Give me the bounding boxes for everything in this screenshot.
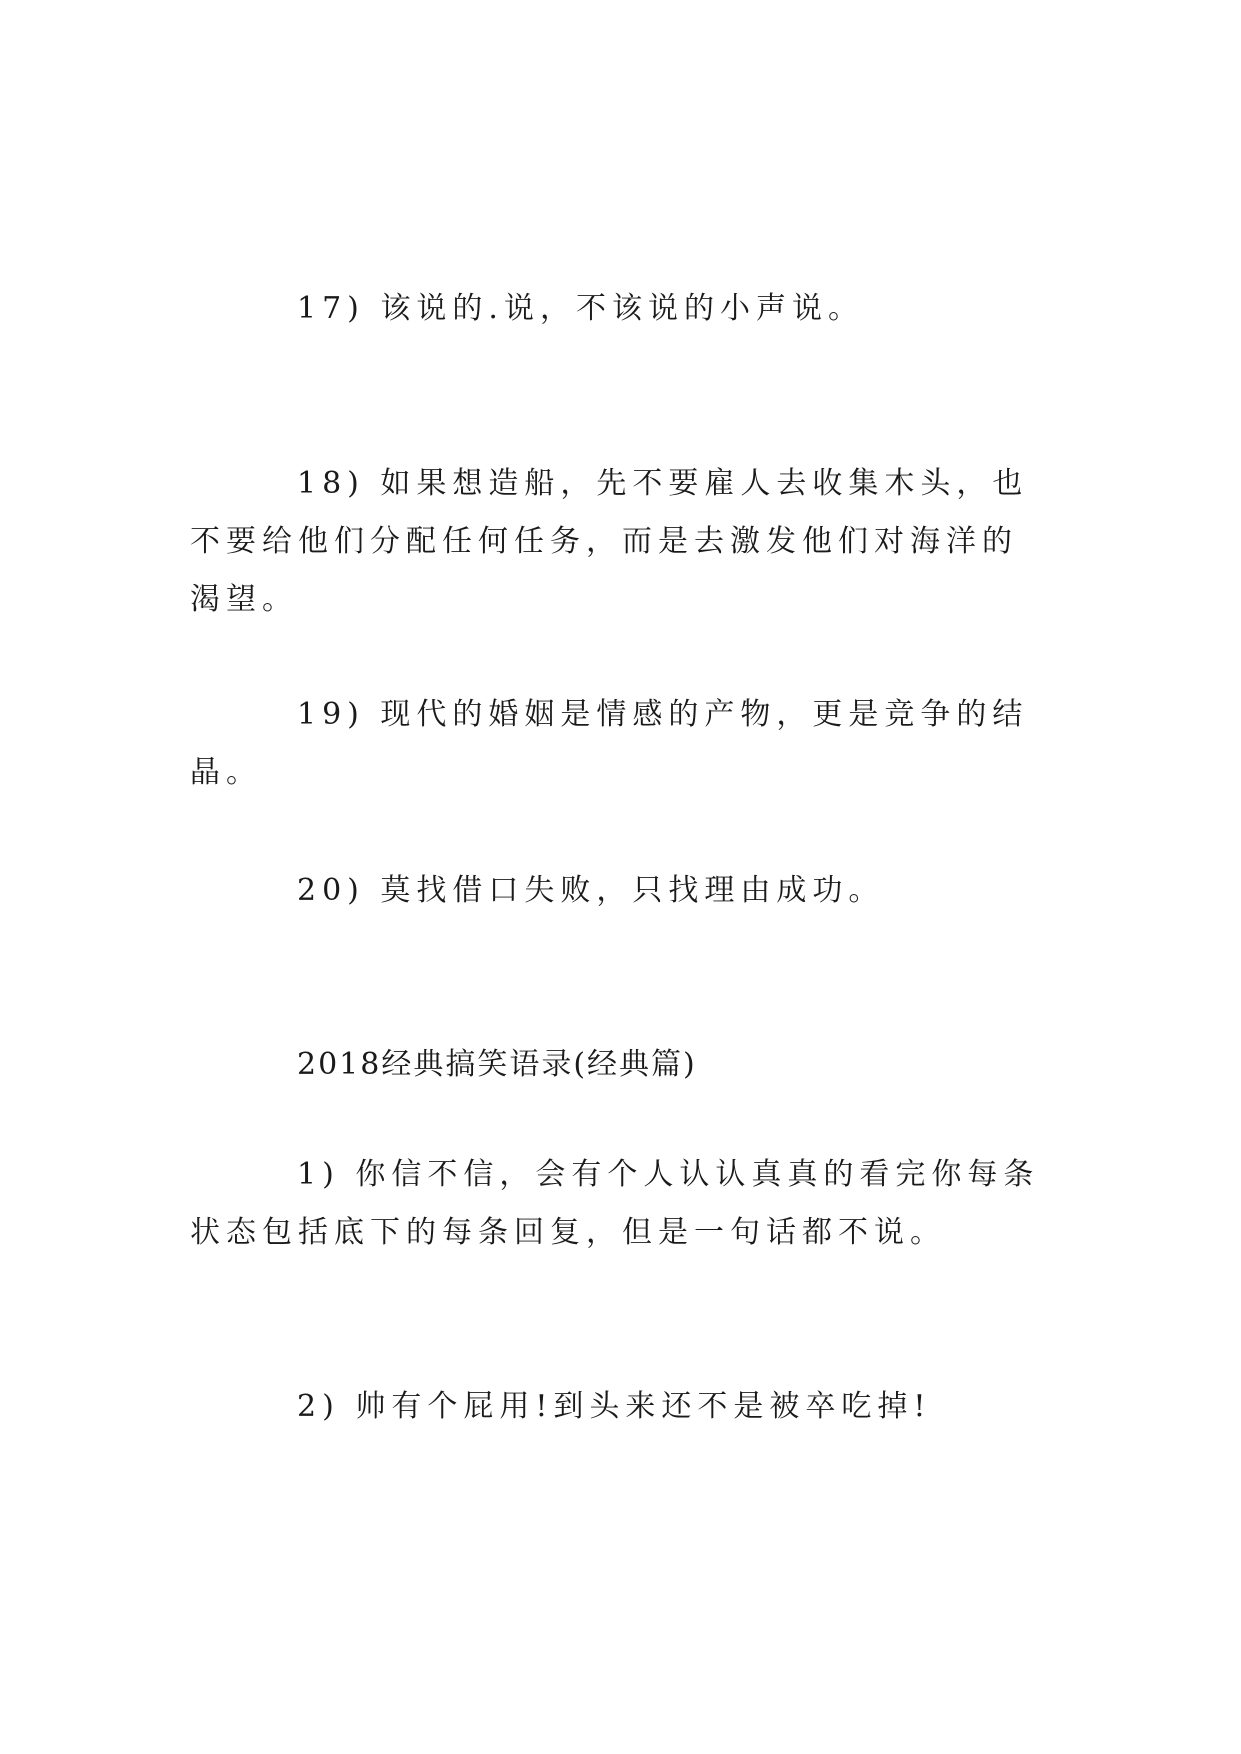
quote-paragraph-18: 18) 如果想造船，先不要雇人去收集木头，也不要给他们分配任何任务，而是去激发他们对海洋的渴望。: [190, 466, 1029, 617]
quote-paragraph-2: 2) 帅有个屁用!到头来还不是被卒吃掉!: [297, 1389, 932, 1424]
quote-paragraph-17: 17) 该说的.说，不该说的小声说。: [297, 291, 864, 326]
quote-paragraph-1: 1) 你信不信，会有个人认认真真的看完你每条状态包括底下的每条回复，但是一句话都不说。: [190, 1157, 1040, 1250]
quote-paragraph-20: 20) 莫找借口失败，只找理由成功。: [297, 873, 885, 908]
section-heading: 2018经典搞笑语录(经典篇): [297, 1047, 697, 1082]
quote-paragraph-19: 19) 现代的婚姻是情感的产物，更是竞争的结晶。: [190, 697, 1029, 790]
